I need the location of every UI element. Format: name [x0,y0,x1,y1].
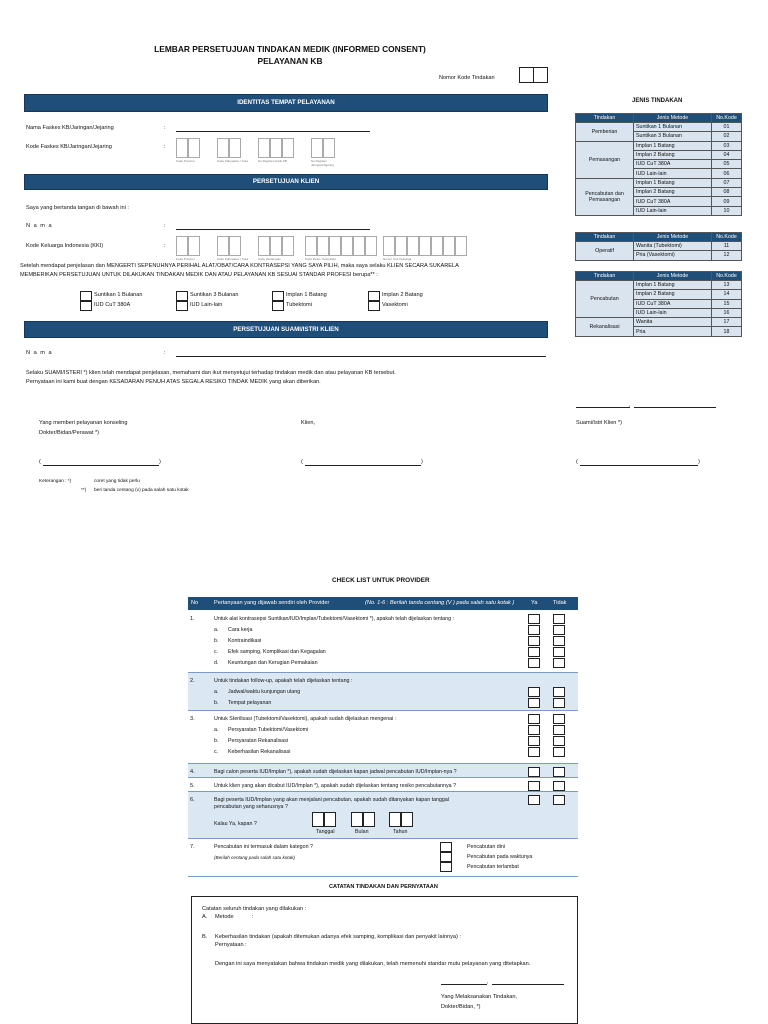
option-label: Suntikan 1 Bulanan [94,292,143,298]
nama-faskes-field[interactable] [176,131,370,132]
item-question: Untuk klien yang akan dicabut IUD/Implan *), apakah sudah dijelaskan tentang resiko pencabutannya ? [214,783,457,789]
suami-text-1: Selaku SUAMI/ISTERI *) klien telah mendapat penjelasan, memahami dan ikut menyetujui terhadap tindakan medik dan atau pelayanan KB tersebut. [26,370,396,376]
no-kode: 15 [712,299,742,308]
option-checkbox[interactable] [368,291,380,301]
keterangan-label: Keterangan : *) [39,479,72,484]
date-digit-box[interactable] [363,812,375,827]
no-kode: 18 [712,327,742,336]
no-kode: 14 [712,290,742,299]
date-label: Tanggal [316,829,335,835]
kode-faskes-label: Kode Faskes KB/Jaringan/Jejaring [26,144,112,150]
sub-item [214,738,288,744]
jenis-metode: IUD CuT 380A [634,160,712,169]
ya-checkbox[interactable] [528,781,540,791]
tindakan-group: Pencabutan [576,281,634,318]
digit-box[interactable] [282,138,294,158]
paren-close: ) [421,459,423,465]
digit-box[interactable] [305,236,317,256]
no-kode: 17 [712,318,742,327]
ya-checkbox[interactable] [528,714,540,724]
identitas-band: IDENTITAS TEMPAT PELAYANAN [24,94,548,112]
kki-sub-label: Nomor Urut Keluarga [383,257,412,261]
colon: : [164,144,166,150]
sub-letter: b. [214,700,219,706]
date-label: Tahun [393,829,408,835]
checklist-row [188,673,578,711]
category-checkbox[interactable] [440,852,452,862]
colon: : [164,350,166,356]
table-header: Tindakan [576,233,634,242]
digit-box[interactable] [176,138,188,158]
kode-sub-label: No Register Induk KB [258,159,287,163]
colon: : [164,223,166,229]
option-label: IUD Lain-lain [190,302,223,308]
checklist-row [188,611,578,673]
colon: : [164,243,166,249]
date-label: Bulan [355,829,369,835]
kki-sub-label: Kode Desa / Kelurahan [305,257,337,261]
option-label: Vasektomi [382,302,408,308]
sub-text: Kontraindikasi [228,638,262,644]
comma: , [487,979,489,985]
item-question: Untuk alat kontrasepsi Suntikan/IUD/Implan/Tubektomi/Vasektomi *), apakah telah dijelaskan tentang : [214,616,454,622]
tindakan-group: Pencabutan dan Pemasangan [576,178,634,215]
catatan-metode: Metode [215,914,234,920]
paren-open: ( [576,459,578,465]
jenis-metode: Suntikan 3 Bulanan [634,132,712,141]
item-number: 7. [190,844,195,850]
jenis-metode: Implan 1 Batang [634,141,712,150]
catatan-b-text: Keberhasilan tindakan (apakah ditemukan adanya efek samping, komplikasi dan penyakit lainnya) : [215,934,461,940]
option-checkbox[interactable] [272,291,284,301]
category-label: Pencabutan pada waktunya [467,854,533,860]
kode-table-3 [575,271,742,337]
kode-table-2 [575,232,742,261]
sub-item [214,660,318,666]
ya-checkbox[interactable] [528,795,540,805]
item-question: Bagi calon peserta IUD/Implan *), apakah sudah dijelaskan kapan jadwal pencabutan IUD/Implan-nya ? [214,769,457,775]
digit-box[interactable] [188,138,200,158]
jenis-metode: IUD CuT 380A [634,299,712,308]
option-checkbox[interactable] [176,301,188,311]
date-digit-box[interactable] [401,812,413,827]
digit-box[interactable] [270,138,282,158]
item-question: Pencabutan ini termasuk dalam kategori ? [214,844,313,850]
persetujuan-klien-band: PERSETUJUAN KLIEN [24,174,548,190]
item-question-2: pencabutan yang seharusnya ? [214,804,288,810]
sub-letter: c. [214,649,219,655]
digit-box[interactable] [323,138,335,158]
suami-sign-field[interactable] [580,465,698,466]
statement-line-1: Setelah mendapat penjelasan dan MENGERTI SEPENUHNYA PERIHAL ALAT/OBAT/CARA KONTRASEPSI YANG SAYA PILIH, maka saya selaku KLIEN SECARA SUKARELA [20,263,459,269]
digit-box[interactable] [341,236,353,256]
sub-text: Tempat pelayanan [228,700,272,706]
no-kode: 04 [712,150,742,159]
checklist-row [188,839,578,877]
sub-letter: a. [214,627,219,633]
tidak-checkbox[interactable] [553,636,565,646]
statement-line-2: MEMBERIKAN PERSETUJUAN UNTUK DILAKUKAN TINDAKAN MEDIK DAN ATAU PELAYANAN KB SESUAI STANDAR PROFESI berupa** : [20,272,378,278]
option-checkbox[interactable] [80,291,92,301]
tidak-checkbox[interactable] [553,658,565,668]
jenis-metode: Pria (Vasektomi) [634,251,712,260]
digit-box[interactable] [431,236,443,256]
sub-item [214,638,261,644]
suami-sign-label: Suami/Istri Klien *) [576,420,623,426]
ya-checkbox[interactable] [528,625,540,635]
digit-box[interactable] [258,236,270,256]
table-header: Tindakan [576,114,634,123]
head-question: Pertanyaan yang dijawab sendiri oleh Provider [214,600,330,606]
item-question: Bagi peserta IUD/Implan yang akan menjalani pencabutan, apakah sudah ditanyakan kapan tanggal [214,797,449,803]
checklist-header [188,597,578,610]
catatan-b-label: B. [202,934,208,940]
colon: : [164,125,166,131]
klien-sign-field[interactable] [305,465,421,466]
digit-box[interactable] [329,236,341,256]
sub-text: Persyaratan Tubektomi/Vasektomi [228,727,309,733]
date-field[interactable] [634,407,716,408]
checklist-title: CHECK LIST UNTUK PROVIDER [332,577,430,584]
catatan-sign-2: Dokter/Bidan, *) [441,1004,481,1010]
sub-letter: a. [214,689,219,695]
tidak-checkbox[interactable] [553,687,565,697]
item-number: 2. [190,678,195,684]
ya-checkbox[interactable] [528,636,540,646]
item-question: Untuk tindakan follow-up, apakah telah dijelaskan tentang : [214,678,353,684]
sub-text: Efek samping, Komplikasi dan Kegagalan [228,649,326,655]
comma: , [629,402,631,408]
category-checkbox[interactable] [440,842,452,852]
jenis-metode: Wanita [634,318,712,327]
table-header: No.Kode [712,233,742,242]
sub-text: Cara kerja [228,627,253,633]
digit-box[interactable] [217,236,229,256]
catatan-metode-colon: : [252,914,254,920]
kode-sub-label: No Register Jaringan/Jejaring [311,159,334,167]
kki-sub-label: Kode Kabupaten / Kota [217,257,249,261]
digit-box[interactable] [229,138,241,158]
digit-box[interactable] [407,236,419,256]
item-number: 3. [190,716,195,722]
kode-table-1 [575,113,742,216]
item-note: (Berilah centang pada salah satu kotak) [214,855,295,860]
keterangan-note-2: beri tanda centang (v) pada salah satu kotak [94,488,189,493]
klien-sign-label: Klien, [301,420,315,426]
jenis-tindakan-title: JENIS TINDAKAN [632,98,683,104]
kode-tindakan-box-1[interactable] [519,67,534,83]
digit-box[interactable] [419,236,431,256]
option-label: Tubektomi [286,302,312,308]
tidak-checkbox[interactable] [553,747,565,757]
jenis-metode: Pria [634,327,712,336]
no-kode: 08 [712,188,742,197]
head-ya: Ya [531,600,538,606]
date-digit-box[interactable] [389,812,401,827]
tidak-checkbox[interactable] [553,698,565,708]
sub-text: Persyaratan Rekanalisasi [228,738,289,744]
item-number: 5. [190,783,195,789]
tidak-checkbox[interactable] [553,614,565,624]
no-kode: 10 [712,206,742,215]
sub-letter: b. [214,738,219,744]
no-kode: 07 [712,178,742,187]
ya-checkbox[interactable] [528,687,540,697]
option-label: Implan 1 Batang [286,292,327,298]
digit-box[interactable] [317,236,329,256]
kki-sub-label: Kode Kecamatan [258,257,282,261]
catatan-statement: Dengan ini saya menyatakan bahwa tindakan medik yang dilakukan, telah memenuhi standar mutu pelayanan yang ditetapkan. [215,961,531,967]
digit-box[interactable] [311,138,323,158]
option-checkbox[interactable] [368,301,380,311]
digit-box[interactable] [455,236,467,256]
sub-item [214,689,300,695]
category-checkbox[interactable] [440,862,452,872]
sub-item [214,749,290,755]
item-number: 1. [190,616,195,622]
option-label: IUD CuT 380A [94,302,131,308]
provider-sign-field[interactable] [43,465,159,466]
table-header: Jenis Metode [634,114,712,123]
head-tidak: Tidak [553,600,567,606]
sub-item [214,649,326,655]
item-question: Untuk Sterilisasi (Tubektomi/Vasektomi), apakah sudah dijelaskan mengenai : [214,716,397,722]
paren-open: ( [39,459,41,465]
no-kode: 02 [712,132,742,141]
tidak-checkbox[interactable] [553,714,565,724]
keterangan-note-1: coret yang tidak perlu [94,479,140,484]
nama-klien-field[interactable] [176,229,370,230]
digit-box[interactable] [353,236,365,256]
kki-label: Kode Keluarga Indonesia (KKI) [26,243,104,249]
item-number: 6. [190,797,195,803]
date-digit-box[interactable] [312,812,324,827]
digit-box[interactable] [443,236,455,256]
jenis-metode: Implan 1 Batang [634,178,712,187]
page-subtitle: PELAYANAN KB [257,56,323,66]
no-kode: 09 [712,197,742,206]
provider-label-2: Dokter/Bidan/Perawat *) [39,430,100,436]
sub-text: Jadwal/waktu kunjungan ulang [228,689,301,695]
jenis-metode: Implan 2 Batang [634,290,712,299]
table-header: Jenis Metode [634,233,712,242]
keterangan-note-2-marker: **) [81,488,87,493]
no-kode: 12 [712,251,742,260]
table-header: No.Kode [712,272,742,281]
jenis-metode: Implan 1 Batang [634,281,712,290]
date-digit-box[interactable] [351,812,363,827]
item-number: 4. [190,769,195,775]
ya-checkbox[interactable] [528,736,540,746]
place-field[interactable] [576,407,630,408]
jenis-metode: IUD Lain-lain [634,308,712,317]
tidak-checkbox[interactable] [553,795,565,805]
digit-box[interactable] [383,236,395,256]
tidak-checkbox[interactable] [553,767,565,777]
digit-box[interactable] [270,236,282,256]
nama-faskes-label: Nama Faskes KB/Jaringan/Jejaring [26,125,114,131]
catatan-box [191,896,578,1024]
kode-tindakan-box-2[interactable] [533,67,548,83]
paren-close: ) [698,459,700,465]
suami-text-2: Pernyataan ini kami buat dengan KESADARAN PENUH ATAS SEGALA RESIKO TINDAK MEDIK yang akan diberikan. [26,379,321,385]
nama-suami-field[interactable] [176,356,546,357]
checklist-row [188,792,578,839]
persetujuan-suami-band: PERSETUJUAN SUAMI/ISTRI KLIEN [24,321,548,338]
ya-checkbox[interactable] [528,614,540,624]
nomor-kode-label: Nomor Kode Tindakan [439,75,495,81]
nama-klien-label: N a m a [26,223,53,229]
catatan-date-field[interactable] [492,984,564,985]
paren-open: ( [301,459,303,465]
option-label: Implan 2 Batang [382,292,423,298]
option-checkbox[interactable] [176,291,188,301]
table-header: Jenis Metode [634,272,712,281]
ya-checkbox[interactable] [528,725,540,735]
kalau-ya-label: Kalau Ya, kapan ? [214,821,257,827]
category-label: Pencabutan terlambat [467,864,519,870]
sub-text: Keberhasilan Rekanalisasi [228,749,291,755]
checklist-row [188,711,578,764]
option-checkbox[interactable] [80,301,92,311]
digit-box[interactable] [176,236,188,256]
digit-box[interactable] [229,236,241,256]
tindakan-group: Pemasangan [576,141,634,178]
nama-suami-label: N a m a [26,350,53,356]
kki-sub-label: Kode Provinsi [176,257,195,261]
digit-box[interactable] [282,236,294,256]
ya-checkbox[interactable] [528,747,540,757]
kode-sub-label: Kode Provinsi [176,159,195,163]
sub-text: Keuntungan dan Kerugian Pemakaian [228,660,318,666]
catatan-pernyataan: Pernyataan : [215,942,247,948]
ya-checkbox[interactable] [528,767,540,777]
jenis-metode: IUD Lain-lain [634,169,712,178]
category-label: Pencabutan dini [467,844,505,850]
tidak-checkbox[interactable] [553,725,565,735]
tidak-checkbox[interactable] [553,647,565,657]
no-kode: 03 [712,141,742,150]
ya-checkbox[interactable] [528,658,540,668]
option-label: Suntikan 3 Bulanan [190,292,239,298]
tindakan-group: Pemberian [576,123,634,142]
no-kode: 11 [712,242,742,251]
jenis-metode: Implan 2 Batang [634,188,712,197]
checklist-row [188,778,578,792]
tindakan-group: Operatif [576,242,634,261]
catatan-line-1: Catatan seluruh tindakan yang dilakukan : [202,906,307,912]
sub-item [214,700,271,706]
tindakan-group: Rekanalisasi [576,318,634,337]
digit-box[interactable] [365,236,377,256]
intro-text: Saya yang bertanda tangan di bawah ini : [26,205,129,211]
sub-letter: d. [214,660,219,666]
no-kode: 16 [712,308,742,317]
digit-box[interactable] [217,138,229,158]
option-checkbox[interactable] [272,301,284,311]
sub-letter: c. [214,749,219,755]
paren-close: ) [159,459,161,465]
catatan-a-label: A. [202,914,208,920]
table-header: Tindakan [576,272,634,281]
no-kode: 05 [712,160,742,169]
tidak-checkbox[interactable] [553,625,565,635]
page-title: LEMBAR PERSETUJUAN TINDAKAN MEDIK (INFORMED CONSENT) [154,44,426,54]
digit-box[interactable] [395,236,407,256]
sub-item [214,627,252,633]
date-digit-box[interactable] [324,812,336,827]
tidak-checkbox[interactable] [553,736,565,746]
catatan-place-field[interactable] [441,984,487,985]
kode-sub-label: Kode Kabupaten / Kota [217,159,249,163]
jenis-metode: Implan 2 Batang [634,150,712,159]
no-kode: 06 [712,169,742,178]
digit-box[interactable] [188,236,200,256]
sub-letter: a. [214,727,219,733]
tidak-checkbox[interactable] [553,781,565,791]
jenis-metode: Wanita (Tubektomi) [634,242,712,251]
sub-item [214,727,308,733]
ya-checkbox[interactable] [528,698,540,708]
provider-label-1: Yang memberi pelayanan konseling [39,420,128,426]
head-instruction: (No. 1-6 : Berilah tanda centang (V ) pada salah satu kotak ) [365,600,515,606]
jenis-metode: IUD CuT 380A [634,197,712,206]
ya-checkbox[interactable] [528,647,540,657]
sub-letter: b. [214,638,219,644]
jenis-metode: Suntikan 1 Bulanan [634,123,712,132]
table-header: No.Kode [712,114,742,123]
checklist-row [188,764,578,778]
jenis-metode: IUD Lain-lain [634,206,712,215]
no-kode: 01 [712,123,742,132]
no-kode: 13 [712,281,742,290]
digit-box[interactable] [258,138,270,158]
catatan-sign-1: Yang Melaksanakan Tindakan, [441,994,518,1000]
catatan-title: CATATAN TINDAKAN DAN PERNYATAAN [329,884,438,890]
head-no: No [191,600,199,606]
